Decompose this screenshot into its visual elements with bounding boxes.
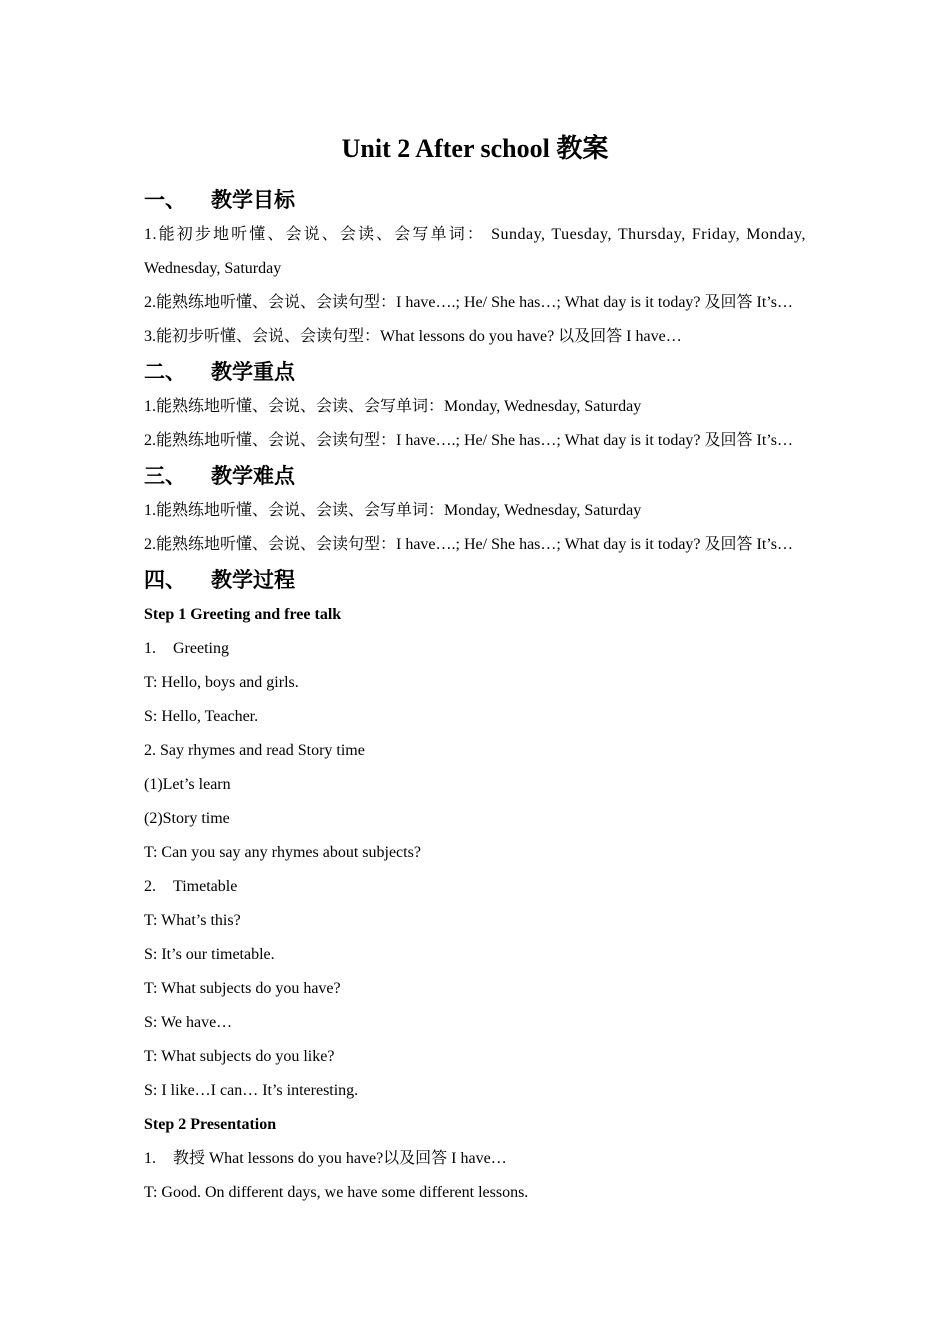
objective-line-1-cont: Wednesday, Saturday [144, 260, 282, 277]
section-heading-difficulties [144, 458, 806, 494]
section-number: 一、 [144, 188, 186, 212]
section-label: 教学目标 [211, 188, 295, 212]
list-text: 教授 What lessons do you have?以及回答 I have… [173, 1150, 507, 1167]
difficulty-line-2: 2.能熟练地听懂、会说、会读句型：I have….; He/ She has…; What day is it today? 及回答 It’s… [144, 536, 793, 553]
step-1-item-timetable [144, 870, 806, 904]
dialogue-line: T: Hello, boys and girls. [144, 674, 299, 691]
dialogue-line: T: Good. On different days, we have some different lessons. [144, 1184, 529, 1201]
step-2-title: Step 2 Presentation [144, 1116, 277, 1133]
key-point-line-1: 1.能熟练地听懂、会说、会读、会写单词：Monday, Wednesday, Saturday [144, 398, 642, 415]
step-2-item-1 [144, 1142, 806, 1176]
section-heading-objectives [144, 182, 806, 218]
dialogue-line: S: Hello, Teacher. [144, 708, 259, 725]
sub-item: (1)Let’s learn [144, 776, 231, 793]
list-item: 2. Say rhymes and read Story time [144, 742, 365, 759]
list-number: 1. [144, 640, 156, 657]
dialogue-line: S: I like…I can… It’s interesting. [144, 1082, 359, 1099]
list-number: 1. [144, 1150, 156, 1167]
sub-item: (2)Story time [144, 810, 230, 827]
dialogue-line: S: It’s our timetable. [144, 946, 275, 963]
step-1-title: Step 1 Greeting and free talk [144, 606, 342, 623]
difficulty-line-1: 1.能熟练地听懂、会说、会读、会写单词：Monday, Wednesday, Saturday [144, 502, 642, 519]
section-number: 二、 [144, 360, 186, 384]
section-label: 教学难点 [211, 464, 295, 488]
section-heading-process [144, 562, 806, 598]
dialogue-line: T: What subjects do you like? [144, 1048, 335, 1065]
step-1-item-greeting [144, 632, 806, 666]
dialogue-line: T: What’s this? [144, 912, 241, 929]
document-body [144, 182, 806, 1210]
objective-line-1: 1.能初步地听懂、会说、会读、会写单词： Sunday, Tuesday, Thursday, Friday, Monday, [144, 226, 806, 243]
section-number: 四、 [144, 568, 186, 592]
list-text: Greeting [173, 640, 229, 657]
list-text: Timetable [173, 878, 238, 895]
dialogue-line: T: Can you say any rhymes about subjects? [144, 844, 421, 861]
objective-line-3: 3.能初步听懂、会说、会读句型：What lessons do you have? 以及回答 I have… [144, 328, 682, 345]
section-label: 教学重点 [211, 360, 295, 384]
objective-line-2: 2.能熟练地听懂、会说、会读句型：I have….; He/ She has…; What day is it today? 及回答 It’s… [144, 294, 793, 311]
section-label: 教学过程 [211, 568, 295, 592]
list-number: 2. [144, 878, 156, 895]
dialogue-line: S: We have… [144, 1014, 233, 1031]
section-heading-key-points [144, 354, 806, 390]
document-title: Unit 2 After school 教案 [341, 134, 609, 163]
key-point-line-2: 2.能熟练地听懂、会说、会读句型：I have….; He/ She has…; What day is it today? 及回答 It’s… [144, 432, 793, 449]
dialogue-line: T: What subjects do you have? [144, 980, 341, 997]
section-number: 三、 [144, 464, 186, 488]
